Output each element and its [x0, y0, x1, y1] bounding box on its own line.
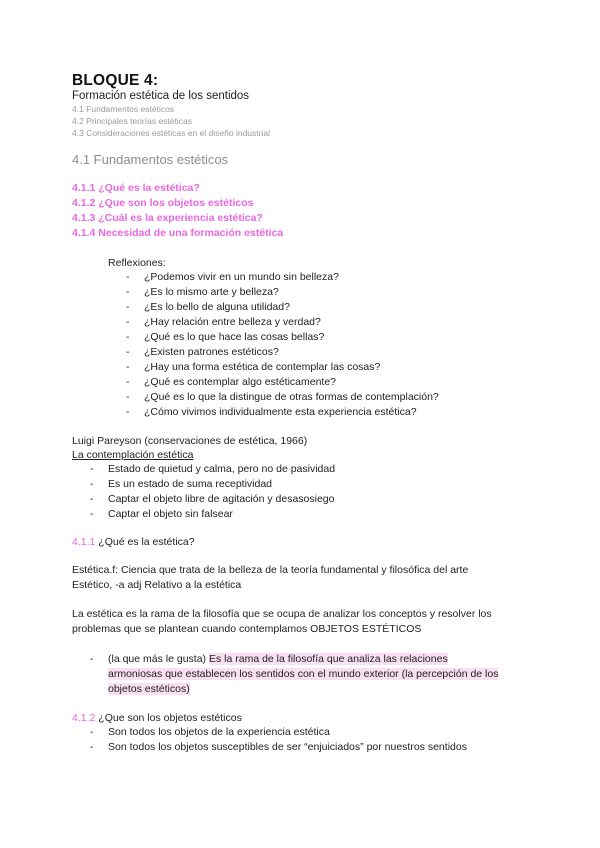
- list-item: - ¿Existen patrones estéticos?: [126, 346, 279, 358]
- list-item: - ¿Hay una forma estética de contemplar las cosas?: [126, 361, 381, 373]
- paragraph-line: La estética es la rama de la filosofía que se ocupa de analizar los conceptos y resolver los: [72, 608, 492, 620]
- list-item: - ¿Cómo vivimos individualmente esta experiencia estética?: [126, 406, 417, 418]
- reference-line: Luigi Pareyson (conservaciones de estética, 1966): [72, 435, 308, 447]
- list-item: - Captar el objeto libre de agitación y desasosiego: [90, 493, 335, 505]
- question-heading: 4.1.1 ¿Qué es la estética?: [72, 536, 195, 548]
- definition-line: Estético, -a adj Relativo a la estética: [72, 579, 242, 591]
- toc-item: 4.1 Fundamentos estéticos: [72, 104, 175, 114]
- highlighted-line: objetos estéticos): [108, 683, 190, 695]
- reflexiones-label: Reflexiones:: [108, 257, 166, 269]
- list-item: - ¿Es lo mismo arte y belleza?: [126, 286, 279, 298]
- list-item: - ¿Qué es lo que la distingue de otras formas de contemplación?: [126, 391, 439, 403]
- contemplation-heading: La contemplación estética: [72, 449, 194, 461]
- block-subtitle: Formación estética de los sentidos: [72, 90, 250, 102]
- list-item: - ¿Hay relación entre belleza y verdad?: [126, 316, 321, 328]
- list-item: - ¿Qué es contemplar algo estéticamente?: [126, 376, 337, 388]
- highlighted-bullet: - (la que más le gusta) Es la rama de la filosofía que analiza las relaciones: [90, 653, 448, 665]
- list-item: - Estado de quietud y calma, pero no de pasividad: [90, 463, 336, 475]
- subsection-heading: 4.1.2 ¿Que son los objetos estéticos: [72, 197, 254, 209]
- paragraph-line: problemas que se plantean cuando contemplamos OBJETOS ESTÉTICOS: [72, 623, 422, 635]
- list-item: - Son todos los objetos de la experiencia estética: [90, 726, 330, 738]
- list-item: - ¿Qué es lo que hace las cosas bellas?: [126, 331, 325, 343]
- list-item: - Es un estado de suma receptividad: [90, 478, 273, 490]
- block-title: BLOQUE 4:: [72, 72, 159, 89]
- subsection-heading: 4.1.4 Necesidad de una formación estética: [72, 227, 284, 239]
- list-item: - ¿Es lo bello de alguna utilidad?: [126, 301, 290, 313]
- section-title: 4.1 Fundamentos estéticos: [72, 152, 229, 167]
- list-item: - ¿Podemos vivir en un mundo sin belleza?: [126, 271, 339, 283]
- question-heading: 4.1.2 ¿Que son los objetos estéticos: [72, 712, 242, 724]
- subsection-heading: 4.1.3 ¿Cuál es la experiencia estética?: [72, 212, 263, 224]
- list-item: - Son todos los objetos susceptibles de ser “enjuiciados” por nuestros sentidos: [90, 741, 467, 753]
- toc-item: 4.3 Consideraciones estéticas en el diseño industrial: [72, 128, 270, 138]
- highlighted-line: armoniosas que establecen los sentidos con el mundo exterior (la percepción de los: [108, 668, 499, 680]
- subsection-heading: 4.1.1 ¿Qué es la estética?: [72, 182, 200, 194]
- list-item: - Captar el objeto sin falsear: [90, 508, 233, 520]
- toc-item: 4.2 Principales teorías estéticas: [72, 116, 193, 126]
- definition-line: Estética.f: Ciencia que trata de la belleza de la teoría fundamental y filosófica del arte: [72, 564, 469, 576]
